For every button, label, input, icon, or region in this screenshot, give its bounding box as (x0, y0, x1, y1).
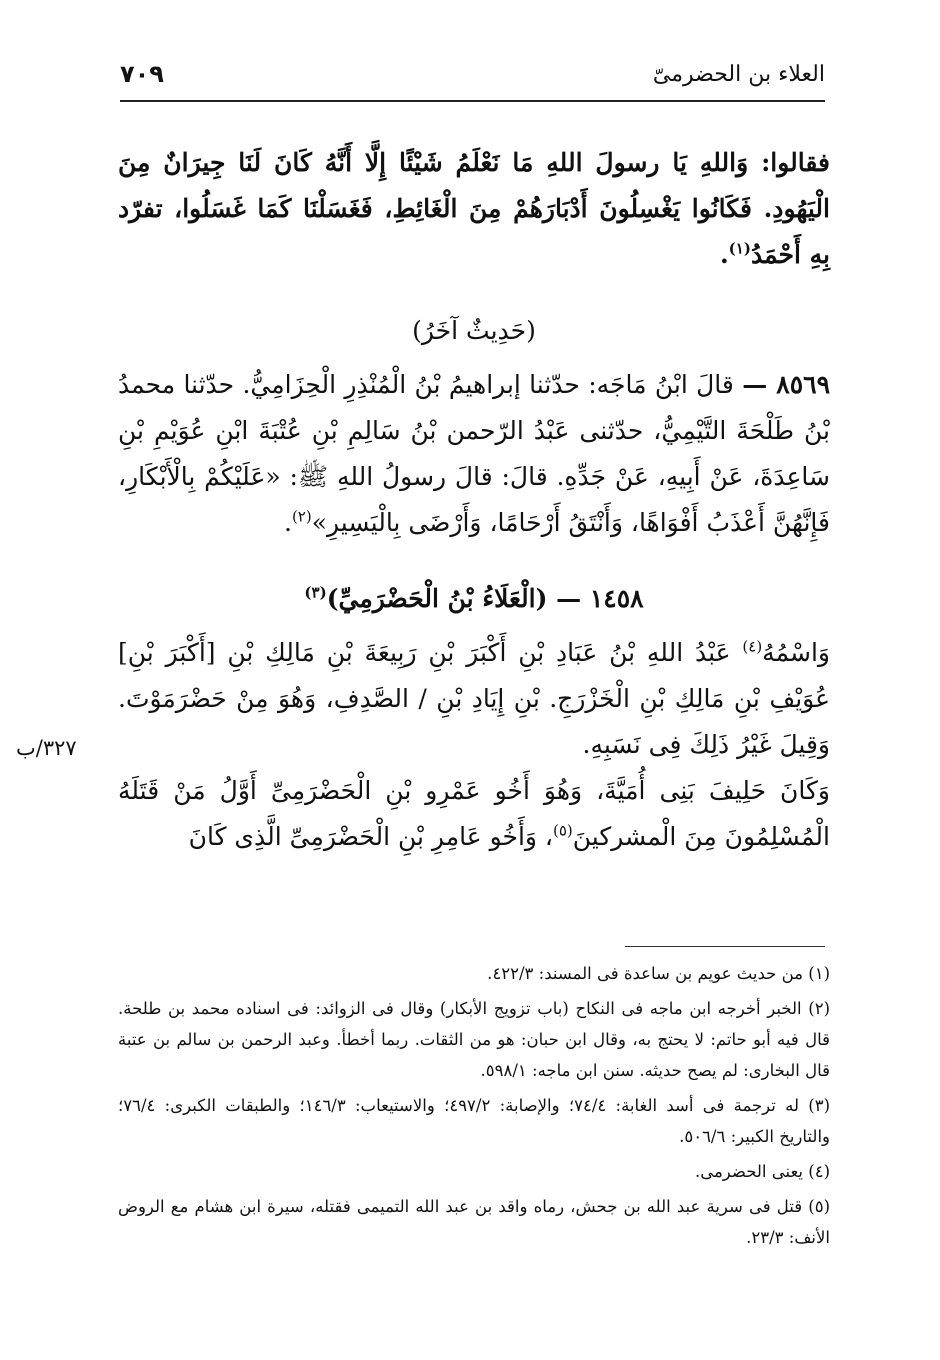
paragraph-3-start: وَاسْمُهُ (762, 638, 830, 667)
page-header (120, 58, 825, 98)
footnote-4: (٤) يعنى الحضرمى. (694, 1162, 830, 1181)
hadith-number: ٨٥٦٩ — (742, 370, 830, 399)
paragraph-4 (118, 768, 830, 860)
header-divider (120, 100, 825, 102)
paragraph-1-text: فقالوا: وَاللهِ يَا رسولَ اللهِ مَا نَعْلَمُ شَيْئًا إِلَّا أَنَّهُ كَانَ لَنَا جِيرَانٌ مِنَ الْيَهُودِ. فَكَانُوا يَغْسِلُونَ أَدْبَارَهُمْ مِنَ الْغَائِطِ، فَغَسَلْنَا كَمَا غَسَلُوا، تفرّد بِهِ أَحْمَدُ (118, 148, 830, 269)
footnote-3: (٣) له ترجمة فى أسد الغابة: ٧٤/٤؛ والإصابة: ٤٩٧/٢؛ والاستيعاب: ١٤٦/٣؛ والطبقات الكبرى: ٧٦/٤؛ والتاريخ الكبير: ٥٠٦/٦. (118, 1096, 831, 1146)
paragraph-2-end: . (283, 508, 292, 537)
footnote-ref-3: (٣) (304, 583, 327, 602)
page-number: ٧٠٩ (120, 60, 164, 88)
footnote-ref-1: (١) (728, 239, 751, 258)
main-text (118, 140, 830, 860)
paragraph-4-text: ، وَأَخُو عَامِرِ بْنِ الْحَضْرَمِىِّ الَّذِى كَانَ (188, 822, 553, 851)
paragraph-3-text: عَبْدُ اللهِ بْنُ عَبَادِ بْنِ أَكْبَرَ بْنِ رَبِيعَةَ بْنِ مَالِكِ بْنِ [أَكْبَرَ بْنِ] عُوَيْفِ بْنِ مَالِكِ بْنِ الْخَزْرَجِ. بْنِ إِيَادِ بْنِ / الصَّدِفِ، وَهُوَ مِنْ حَضْرَمَوْتَ. وَقِيلَ غَيْرُ ذَلِكَ فِى نَسَبِهِ. (118, 638, 830, 759)
paragraph-1-end: . (719, 240, 729, 269)
manuscript-folio-note: ٣٢٧/ب (16, 736, 77, 760)
footnote-5: (٥) قتل فى سرية عبد الله بن جحش، رماه واقد بن عبد الله التميمى فقتله، سيرة ابن هشام مع الروض الأنف: ٢٣/٣. (118, 1197, 830, 1247)
footnote-ref-4: (٤) (742, 637, 763, 656)
footnote-1: (١) من حديث عويم بن ساعدة فى المسند: ٤٢٢/٣. (487, 964, 830, 983)
footnote-2: (٢) الخبر أخرجه ابن ماجه فى النكاح (باب تزويج الأبكار) وقال فى الزوائد: فى اسناده محمد بن طلحة. قال فيه أبو حاتم: لا يحتج به، وقال ابن حبان: هو من الثقات. ربما أخطأ. وعبد الرحمن بن سالم بن عتبة قال البخارى: لم يصح حديثه. سنن ابن ماجه: ٥٩٨/١. (118, 999, 830, 1080)
footnotes (118, 958, 830, 1257)
section-title-biography (118, 576, 830, 622)
footnote-divider (625, 946, 825, 947)
paragraph-3 (118, 630, 830, 768)
paragraph-4-start: وَكَانَ حَلِيفَ بَنِى أُمَيَّةَ، وَهُوَ أَخُو عَمْرِو بْنِ الْحَضْرَمِىِّ أَوَّلُ مَنْ قَتَلَهُ الْمُسْلِمُونَ مِنَ الْمشركينَ (118, 776, 830, 851)
running-title: العلاء بن الحضرمىّ (652, 62, 825, 87)
section-title-hadith: (حَدِيثٌ آخَرُ) (412, 316, 536, 345)
paragraph-2-text: قالَ ابْنُ مَاجَه: حدّثنا إبراهيمُ بْنُ الْمُنْذِرِ الْحِزَامِيُّ. حدّثنا محمدُ بْنُ طَلْحَةَ التَّيْمِيُّ، حدّثنى عَبْدُ الرّحمن بْنُ سَالِمِ بْنِ عُتْبَةَ ابْنِ عُوَيْمِ بْنِ سَاعِدَةَ، عَنْ أَبِيهِ، عَنْ جَدِّهِ. قالَ: قالَ رسولُ اللهِ ﷺ: «عَلَيْكُمْ بِالْأَبْكَارِ، فَإِنَّهُنَّ أَعْذَبُ أَفْوَاهًا، وَأَنْتَقُ أَرْحَامًا، وَأَرْضَى بِالْيَسِيرِ» (118, 370, 830, 537)
biography-title-text: ١٤٥٨ — (الْعَلَاءُ بْنُ الْحَضْرَمِيِّ) (326, 584, 644, 613)
footnote-ref-2: (٢) (291, 507, 312, 526)
paragraph-2 (118, 362, 830, 546)
footnote-ref-5: (٥) (552, 821, 573, 840)
paragraph-1 (118, 140, 830, 278)
